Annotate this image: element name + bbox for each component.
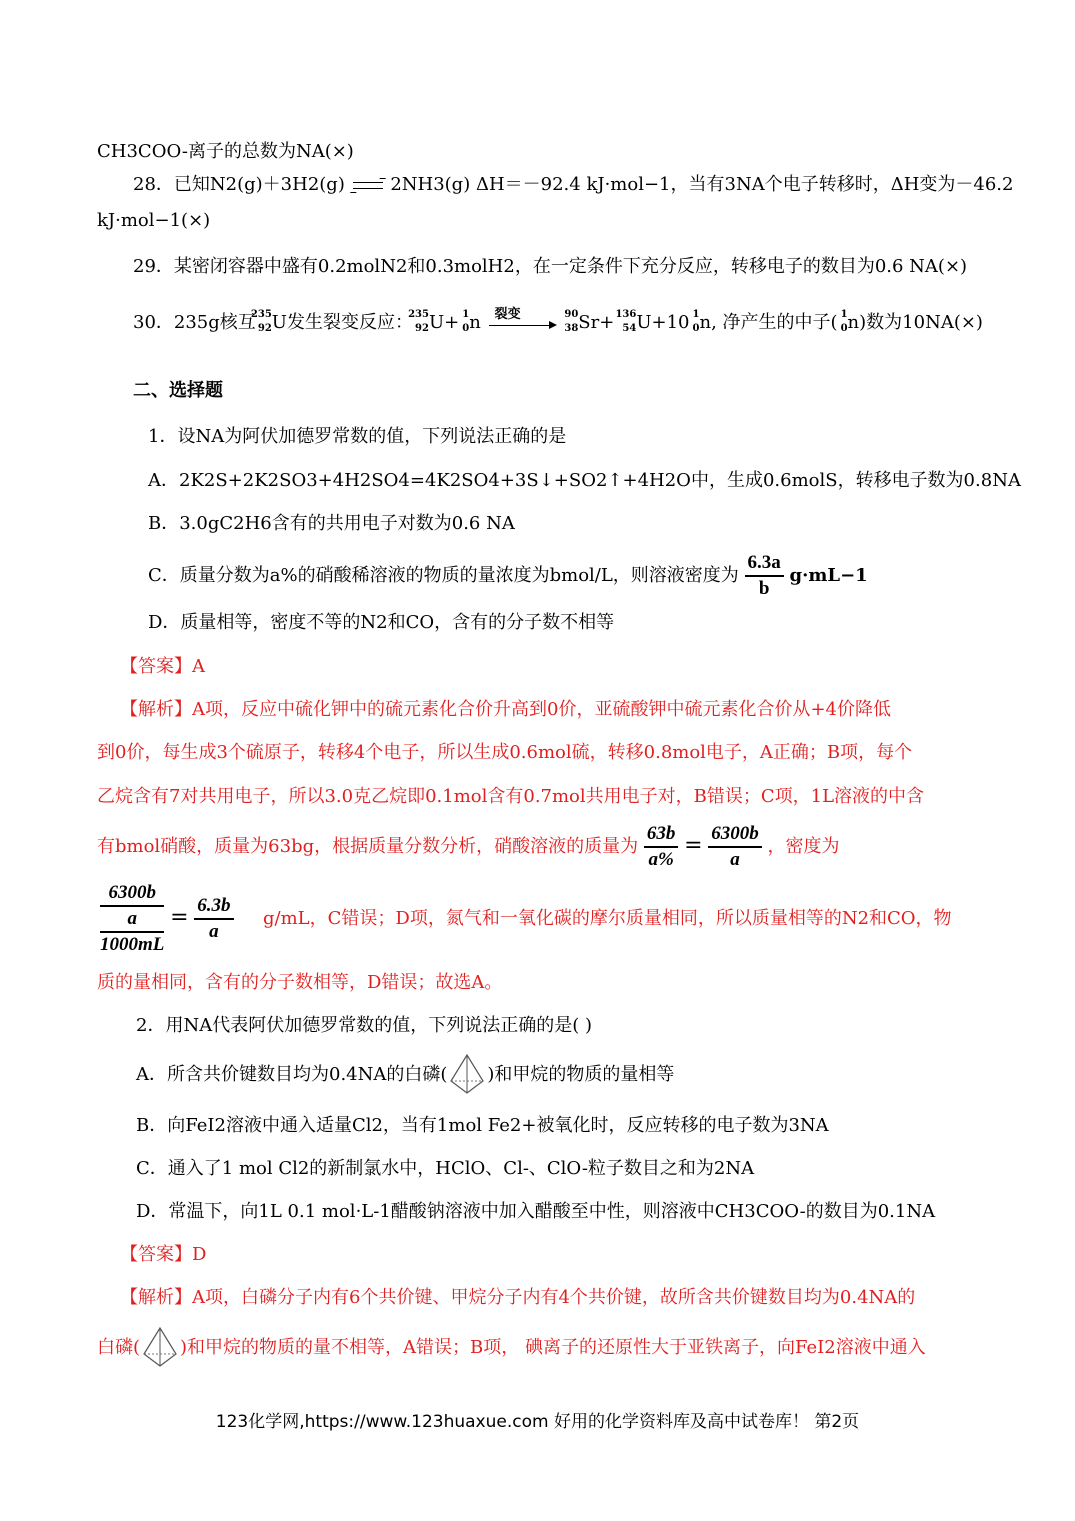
q28-part-b: 2NH3(g) ΔH＝－92.4 kJ·mol−1，当有3NA个电子转移时，ΔH变为－46.2 xyxy=(390,174,1014,195)
problem-2-explanation-2 xyxy=(97,1324,926,1372)
problem-2-stem: 2．用NA代表阿伏加德罗常数的值，下列说法正确的是( ) xyxy=(136,1015,592,1036)
problem-2-answer: 【答案】D xyxy=(120,1244,207,1265)
problem-1-explanation-1: 【解析】A项，反应中硫化钾中的硫元素化合价升高到0价，亚硫酸钾中硫元素化合价从+4价降低 xyxy=(120,699,891,720)
density-unit: g·mL−1 xyxy=(789,565,868,586)
problem-2-option-c: C．通入了1 mol Cl2的新制氯水中，HClO、Cl-、ClO-粒子数目之和为2NA xyxy=(136,1158,755,1179)
nuclide-n: 1 0 xyxy=(462,309,470,334)
problem-1-option-b: B．3.0gC2H6含有的共用电子对数为0.6 NA xyxy=(148,513,515,534)
equals-sign: = xyxy=(684,833,703,858)
problem-1-answer: 【答案】A xyxy=(120,656,205,677)
explanation-5-text: g/mL，C错误；D项，氮气和一氧化碳的摩尔质量相同，所以质量相等的N2和CO，物 xyxy=(263,908,952,929)
explanation-2-text-2: )和甲烷的物质的量不相等，A错误；B项， 碘离子的还原性大于亚铁离子，向FeI2溶液中通入 xyxy=(180,1337,926,1358)
nuclide-u136: 136 54 xyxy=(615,309,637,334)
q30-part-d: U+10 xyxy=(636,312,690,333)
equilibrium-arrow-icon xyxy=(351,173,385,197)
question-28-cont: kJ·mol−1(×) xyxy=(97,210,211,231)
explanation-4-text: 有bmol硝酸，质量为63bg，根据质量分数分析，硝酸溶液的质量为 xyxy=(97,836,639,857)
problem-1-explanation-6: 质的量相同，含有的分子数相等，D错误；故选A。 xyxy=(97,972,503,993)
reaction-arrow-icon: 裂变 xyxy=(487,311,557,335)
q30-part-e: n, 净产生的中子( xyxy=(699,312,838,333)
text-line: CH3COO-离子的总数为NA(×) xyxy=(97,141,354,162)
density-compound-fraction: 6300b a 1000mL xyxy=(100,882,165,955)
question-30: 30．235g核互 235 92 U发生裂变反应： 235 92 U+ 1 0 n 裂变 90 38 Sr+ 136 54 U+10 1 0 n, 净产生的中子( 1 0 n)数为10NA(×) xyxy=(133,307,983,334)
section-heading: 二、选择题 xyxy=(133,380,223,401)
mass-fraction-1: $\frac{63b}{a\%}$ xyxy=(644,822,679,872)
nuclide-u235-b: 235 92 xyxy=(408,309,429,334)
problem-2-option-b: B．向FeI2溶液中通入适量Cl2，当有1mol Fe2+被氧化时，反应转移的电子数为3NA xyxy=(136,1115,829,1136)
mass-fraction-2: $\frac{6300b}{a}$ xyxy=(708,822,762,872)
problem-2-option-a xyxy=(136,1052,674,1098)
option-c-text: C．质量分数为a%的硝酸稀溶液的物质的量浓度为bmol/L，则溶液密度为 xyxy=(148,565,739,586)
q28-part-a: 28．已知N2(g)＋3H2(g) xyxy=(133,174,345,195)
problem-1-explanation-2: 到0价，每生成3个硫原子，转移4个电子，所以生成0.6mol硫，转移0.8mol电子，A正确；B项，每个 xyxy=(97,742,913,763)
problem-1-explanation-5 xyxy=(100,880,952,957)
problem-2-explanation-1: 【解析】A项，白磷分子内有6个共价键、甲烷分子内有4个共价键，故所含共价键数目均为0.4NA的 xyxy=(120,1287,916,1308)
problem-1-option-c xyxy=(148,551,868,601)
equals-sign-2: = xyxy=(170,905,189,930)
q30-part-b: U发生裂变反应： xyxy=(271,312,413,333)
q30-part-a: 30．235g核互 xyxy=(133,312,256,333)
nuclide-n-c: 1 0 xyxy=(840,309,848,334)
nuclide-sr: 90 38 xyxy=(564,309,579,334)
density-fraction-2: $\frac{6.3b}{a}$ xyxy=(194,894,233,944)
white-phosphorus-tetrahedron-icon xyxy=(447,1053,487,1097)
explanation-4-tail: ，密度为 xyxy=(767,836,840,857)
nuclide-n-b: 1 0 xyxy=(692,309,700,334)
problem-1-explanation-3: 乙烷含有7对共用电子，所以3.0克乙烷即0.1mol含有0.7mol共用电子对，B错误；C项，1L溶液的中含 xyxy=(97,786,925,807)
q30-part-c: Sr+ xyxy=(578,312,615,333)
problem-1-option-d: D．质量相等，密度不等的N2和CO，含有的分子数不相等 xyxy=(148,612,615,633)
white-phosphorus-tetrahedron-icon-2 xyxy=(140,1326,180,1370)
problem-1-stem: 1．设NA为阿伏加德罗常数的值，下列说法正确的是 xyxy=(148,426,567,447)
problem-1-option-a: A．2K2S+2K2SO3+4H2SO4=4K2SO4+3S↓+SO2↑+4H2O中，生成0.6molS，转移电子数为0.8NA xyxy=(148,470,1021,491)
q30-part-f: n)数为10NA(×) xyxy=(847,312,983,333)
option-a-text-2: )和甲烷的物质的量相等 xyxy=(487,1064,675,1085)
page-footer: 123化学网,https://www.123huaxue.com 好用的化学资料库及高中试卷库！ 第2页 xyxy=(215,1412,860,1432)
option-a-text-1: A．所含共价键数目均为0.4NA的白磷( xyxy=(136,1064,448,1085)
question-28 xyxy=(133,173,1013,197)
problem-2-option-d: D．常温下，向1L 0.1 mol·L-1醋酸钠溶液中加入醋酸至中性，则溶液中CH3COO-的数目为0.1NA xyxy=(136,1201,936,1222)
nuclide-u235: 235 92 xyxy=(250,309,272,334)
question-29: 29．某密闭容器中盛有0.2molN2和0.3molH2，在一定条件下充分反应，转移电子的数目为0.6 NA(×) xyxy=(133,256,968,277)
density-fraction: $\frac{6.3a}{b}$ xyxy=(745,551,784,601)
problem-1-explanation-4 xyxy=(97,820,840,873)
explanation-2-text-1: 白磷( xyxy=(97,1337,141,1358)
